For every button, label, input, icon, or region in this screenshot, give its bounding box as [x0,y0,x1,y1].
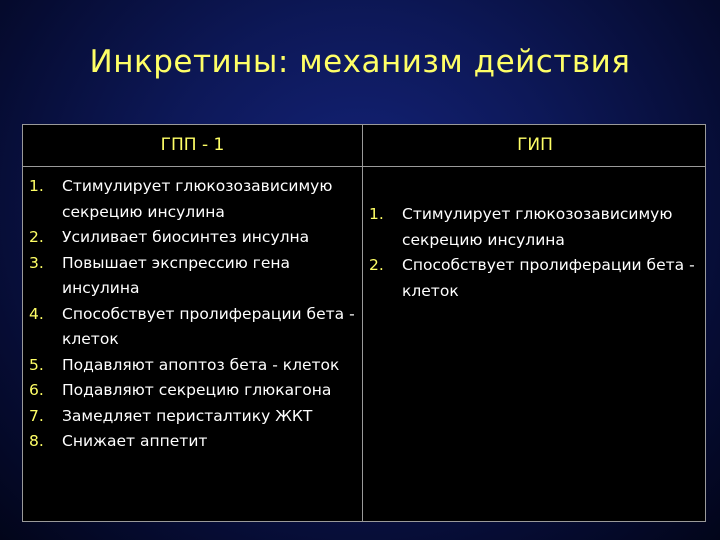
list-item-number: 6. [29,381,44,399]
list-item [29,353,355,379]
list-item-text: Замедляет перисталтику ЖКТ [62,406,313,425]
list-item-number: 8. [29,432,44,450]
list-item [369,253,701,304]
slide-title: Инкретины: механизм действия [89,44,631,80]
list-item [29,251,355,302]
list-item-text: Стимулирует глюкозозависимую секрецию инсулина [402,205,673,249]
list-item-number: 4. [29,304,44,323]
header-gip: ГИП [517,135,553,155]
list-item-text: Снижает аппетит [62,432,208,450]
glp1-effects-list [29,174,355,455]
list-item-text: Подавляют апоптоз бета - клеток [62,355,340,374]
list-item-number: 2. [369,256,384,274]
list-item-text: Усиливает биосинтез инсулна [62,228,310,246]
list-item [29,429,355,455]
list-item-number: 5. [29,355,44,374]
column-divider [362,125,363,521]
gip-effects-list [369,202,701,304]
list-item-text: Подавляют секрецию глюкагона [62,381,332,399]
list-item-text: Способствует пролиферации бета - клеток [402,256,695,300]
list-item-number: 1. [369,205,384,223]
list-item [29,404,355,430]
list-item [29,302,355,353]
header-divider [23,166,705,167]
list-item-text: Повышает экспрессию гена инсулина [62,253,290,297]
comparison-table [22,124,706,522]
list-item [369,202,701,253]
list-item-text: Стимулирует глюкозозависимую секрецию инсулина [62,177,333,221]
list-item-text: Способствует пролиферации бета - клеток [62,304,355,348]
list-item-number: 2. [29,228,44,246]
list-item [29,174,355,225]
list-item-number: 7. [29,406,44,425]
list-item [29,225,355,251]
list-item [29,378,355,404]
list-item-number: 3. [29,253,44,272]
header-glp1: ГПП - 1 [160,135,225,155]
list-item-number: 1. [29,177,44,195]
